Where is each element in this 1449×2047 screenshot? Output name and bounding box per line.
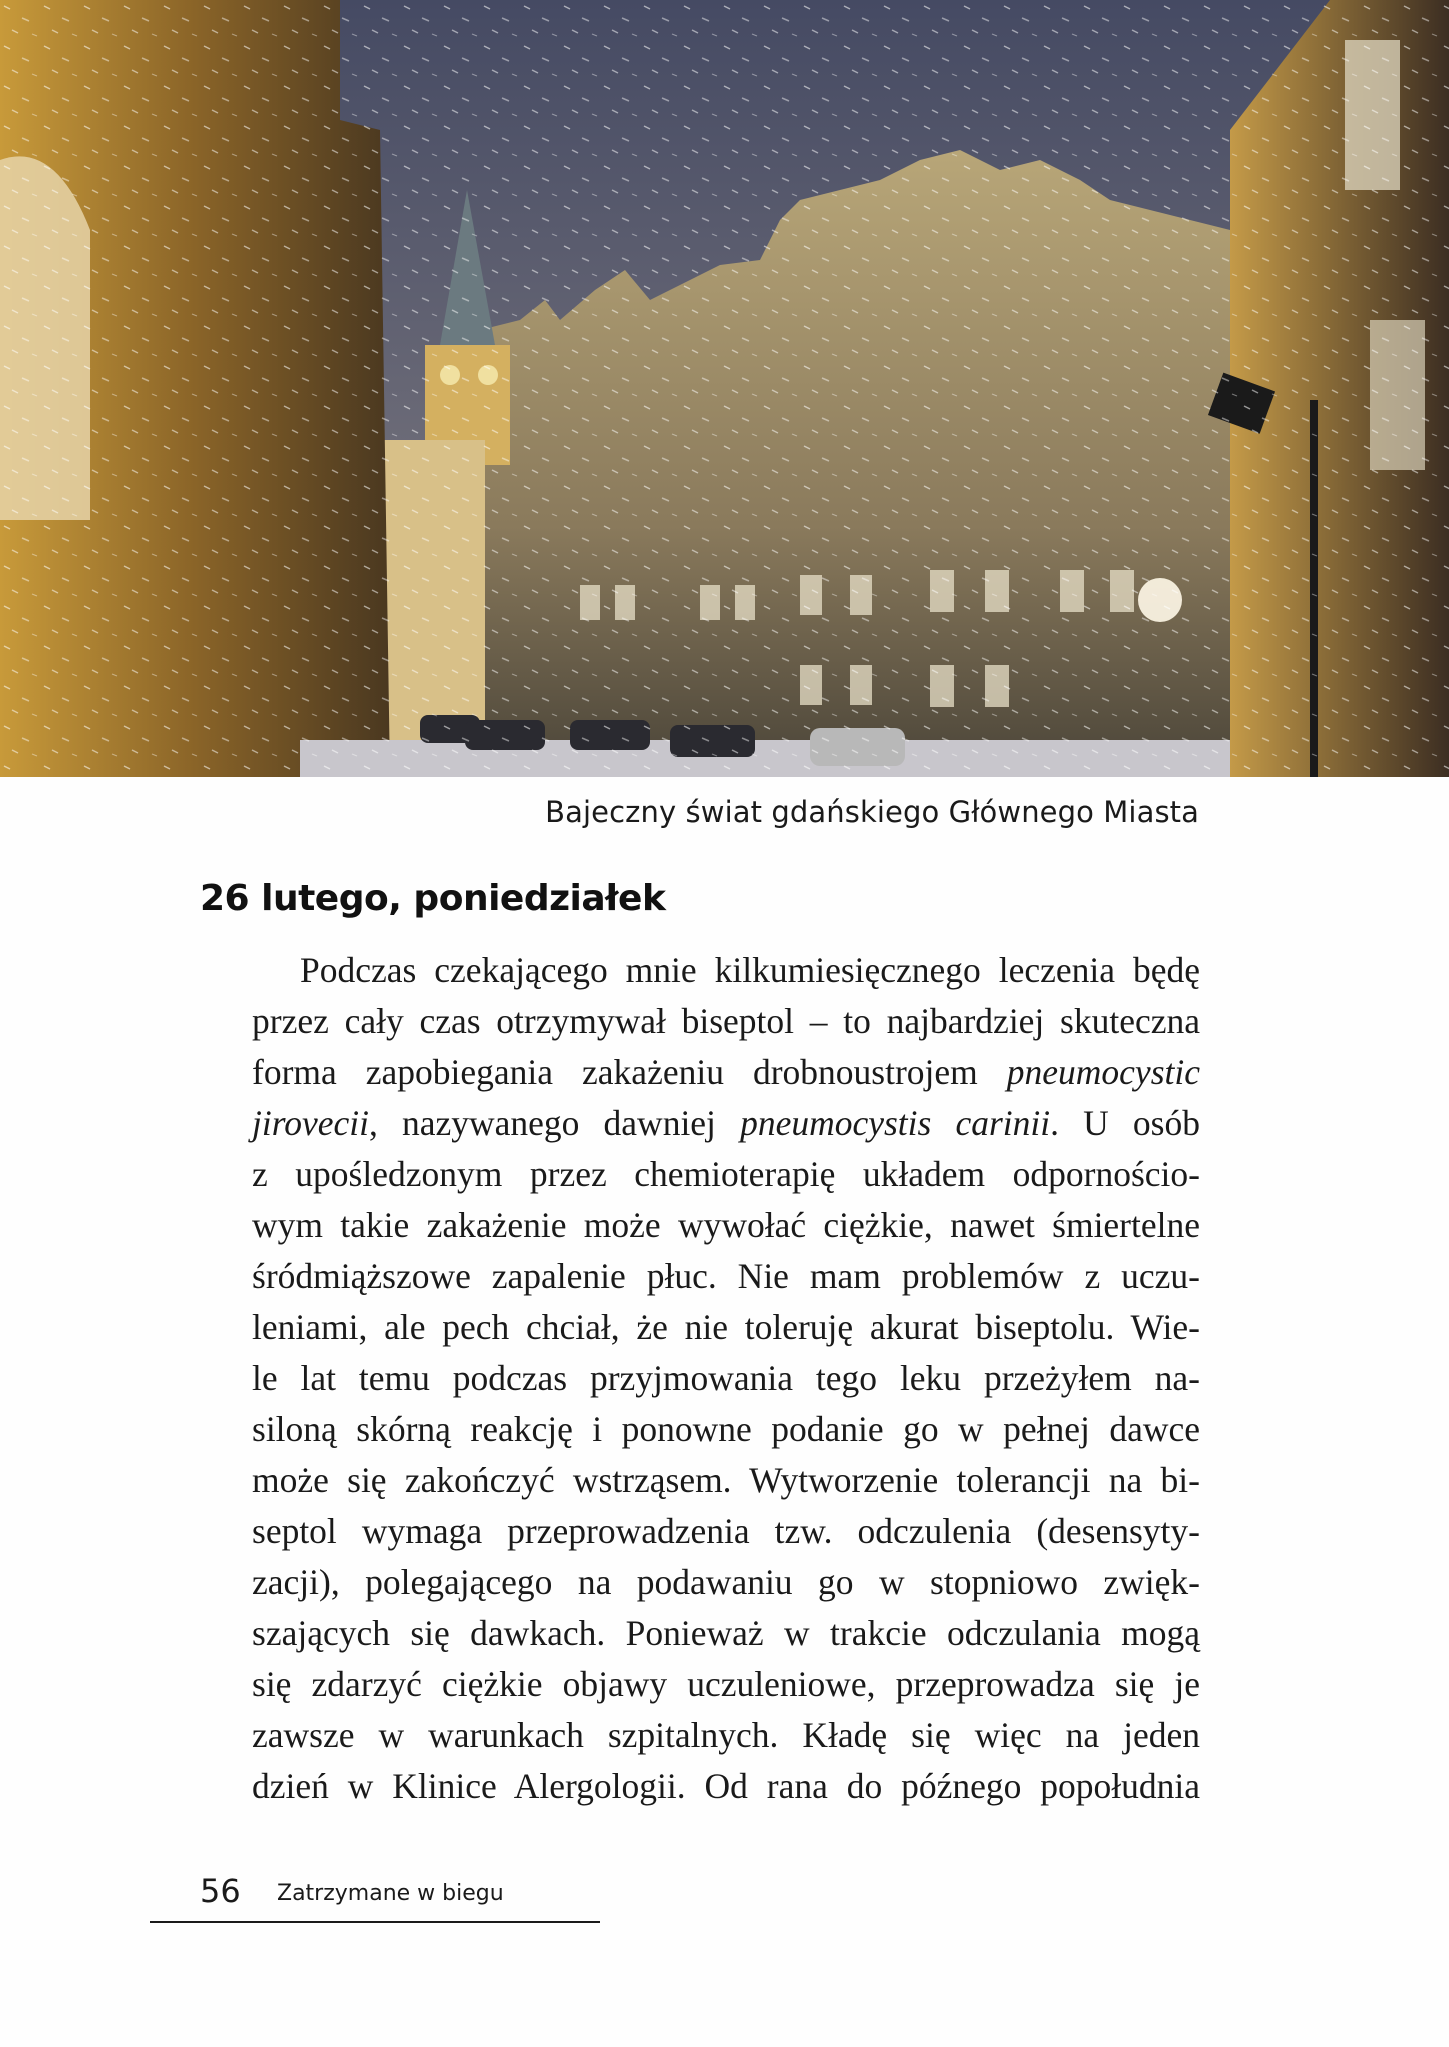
text-line: [252, 1404, 1200, 1455]
text-run: forma zapobiegania zakażeniu drobnoustrojem: [252, 1052, 1007, 1092]
text-line: [252, 1251, 1200, 1302]
text-run: . U osób: [1050, 1103, 1200, 1143]
footer-rule: [150, 1921, 600, 1923]
text-line: [252, 1506, 1200, 1557]
text-run: przez cały czas otrzymywał biseptol – to najbardziej skuteczna: [252, 1001, 1200, 1041]
snowy-street-illustration: [0, 0, 1449, 777]
text-line: [252, 1200, 1200, 1251]
text-line: [252, 945, 1200, 996]
text-run: septol wymaga przeprowadzenia tzw. odczulenia (desensyty-: [252, 1511, 1200, 1551]
text-line: [252, 1710, 1200, 1761]
italic-term: jirovecii: [252, 1103, 369, 1143]
italic-term: pneumocystis carinii: [740, 1103, 1051, 1143]
text-line: [252, 1302, 1200, 1353]
text-line: [252, 996, 1200, 1047]
text-line: [252, 1455, 1200, 1506]
text-line: [252, 1659, 1200, 1710]
text-run: dzień w Klinice Alergologii. Od rana do późnego popołudnia: [252, 1766, 1200, 1806]
text-line: [252, 1149, 1200, 1200]
text-run: z upośledzonym przez chemioterapię układem odpornościo-: [252, 1154, 1200, 1194]
text-run: śródmiąższowe zapalenie płuc. Nie mam problemów z uczu-: [252, 1256, 1200, 1296]
text-run: Podczas czekającego mnie kilkumiesięcznego leczenia będę: [300, 950, 1200, 990]
text-run: leniami, ale pech chciał, że nie toleruję akurat biseptolu. Wie-: [252, 1307, 1200, 1347]
text-run: le lat temu podczas przyjmowania tego leku przeżyłem na-: [252, 1358, 1200, 1398]
body-paragraph: [252, 945, 1200, 1812]
header-photo: [0, 0, 1449, 777]
text-run: się zdarzyć ciężkie objawy uczuleniowe, przeprowadza się je: [252, 1664, 1200, 1704]
text-line: [252, 1608, 1200, 1659]
photo-caption: Bajeczny świat gdańskiego Głównego Miasta: [545, 795, 1199, 829]
text-run: szających się dawkach. Ponieważ w trakcie odczulania mogą: [252, 1613, 1200, 1653]
text-run: wym takie zakażenie może wywołać ciężkie, nawet śmiertelne: [252, 1205, 1200, 1245]
text-run: zacji), polegającego na podawaniu go w stopniowo zwięk-: [252, 1562, 1200, 1602]
text-line: [252, 1047, 1200, 1098]
text-run: może się zakończyć wstrząsem. Wytworzenie tolerancji na bi-: [252, 1460, 1200, 1500]
running-footer-title: Zatrzymane w biegu: [277, 1881, 504, 1906]
text-line: [252, 1353, 1200, 1404]
text-line: [252, 1761, 1200, 1812]
text-line: [252, 1098, 1200, 1149]
text-line: [252, 1557, 1200, 1608]
text-run: , nazywanego dawniej: [368, 1103, 741, 1143]
page-number: 56: [200, 1872, 241, 1910]
italic-term: pneumocystic: [1006, 1052, 1200, 1092]
text-run: zawsze w warunkach szpitalnych. Kładę się więc na jeden: [252, 1715, 1200, 1755]
section-heading: 26 lutego, poniedziałek: [200, 878, 666, 919]
text-run: siloną skórną reakcję i ponowne podanie go w pełnej dawce: [252, 1409, 1200, 1449]
